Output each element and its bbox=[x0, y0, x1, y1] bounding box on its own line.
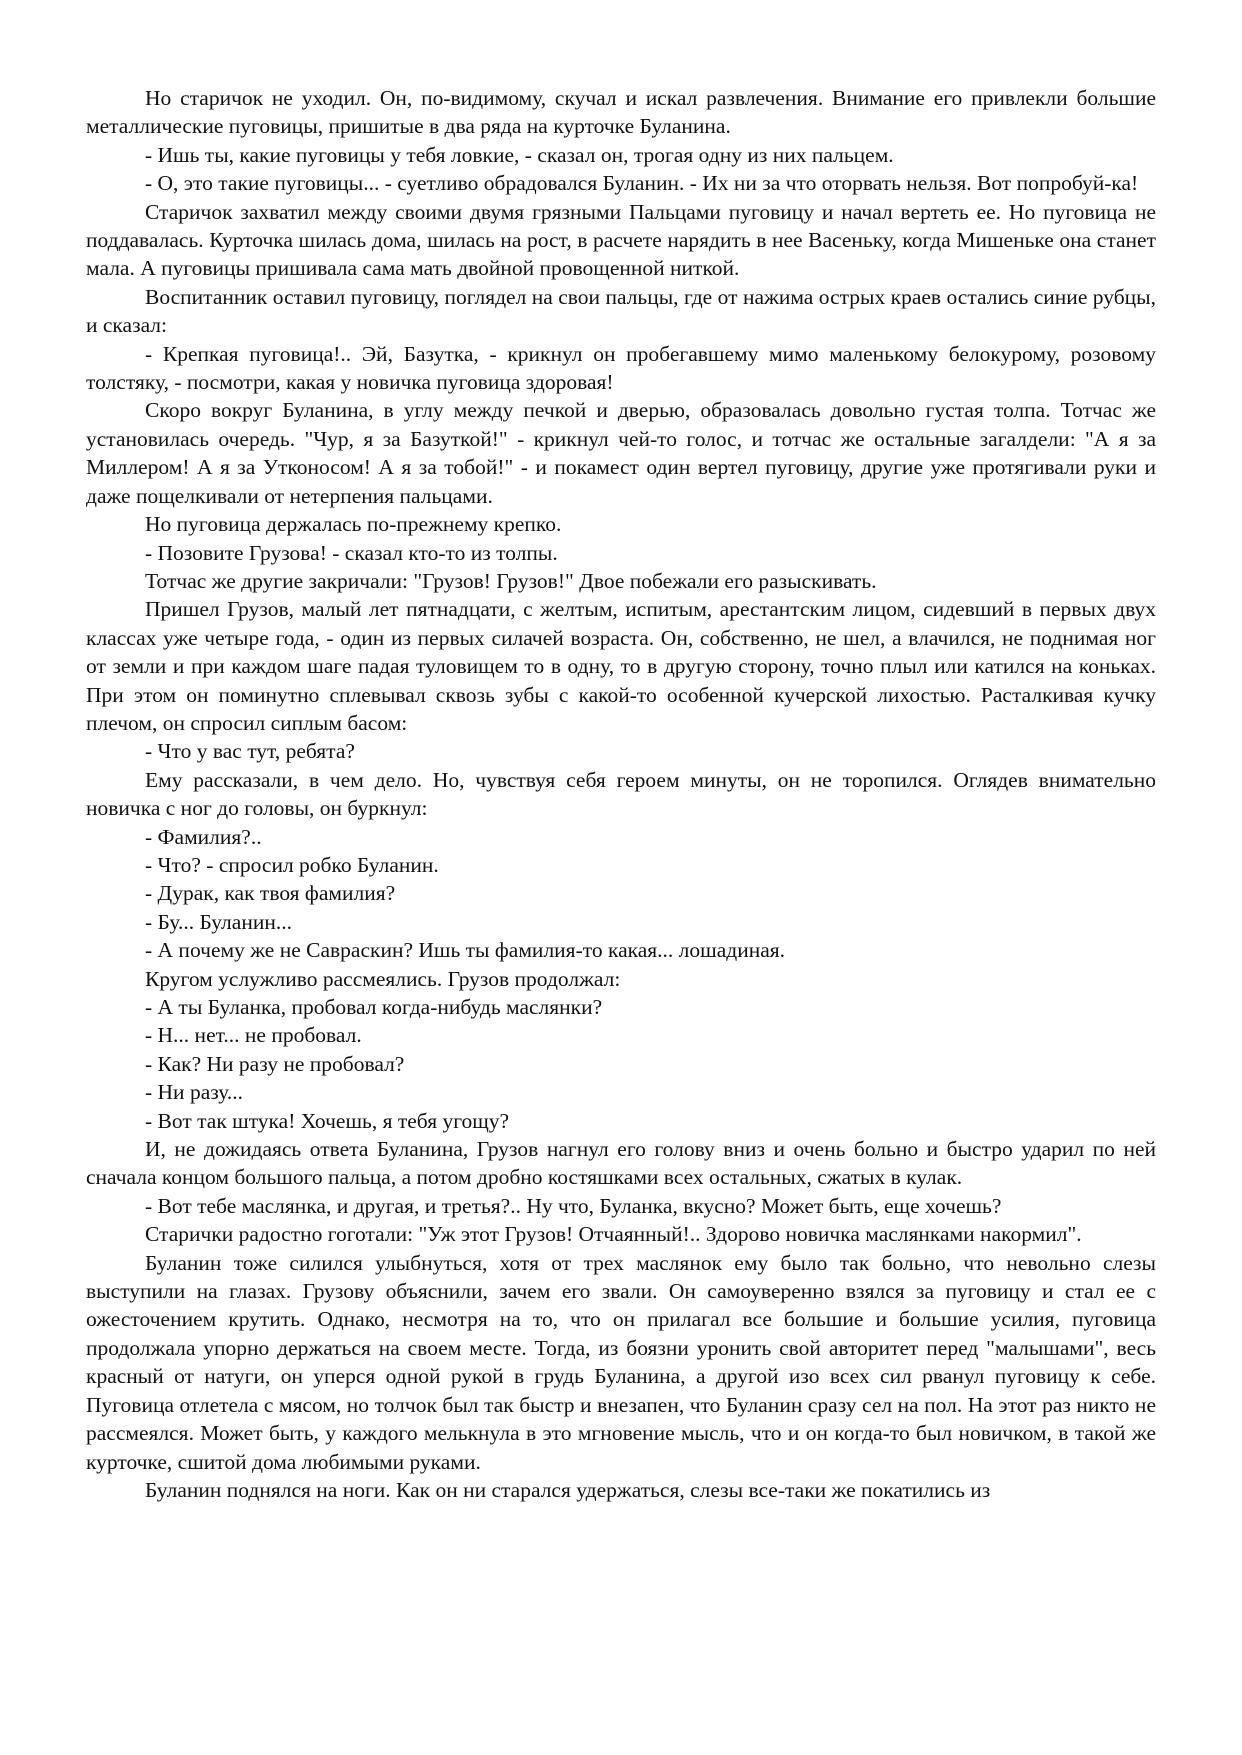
paragraph: - Что? - спросил робко Буланин. bbox=[145, 852, 439, 877]
paragraph: - А почему же не Савраскин? Ишь ты фамилия-то какая... лошадиная. bbox=[145, 938, 786, 963]
paragraph: Скоро вокруг Буланина, в углу между печкой и дверью, образовалась довольно густая толпа. Тотчас же установилась очередь. "Чур, я за Базуткой!" - крикнул чей-то голос, и тотчас же остальные загалдели: "А я за Миллером! А я за Утконосом! А я за тобой!" - и покамест один вертел пуговицу, другие уже протягивали руки и даже пощелкивали от нетерпения пальцами. bbox=[86, 398, 1156, 508]
paragraph: - Как? Ни разу не пробовал? bbox=[145, 1051, 405, 1076]
paragraph: - Вот так штука! Хочешь, я тебя угощу? bbox=[145, 1108, 510, 1133]
paragraph: Но старичок не уходил. Он, по-видимому, скучал и искал развлечения. Внимание его привлекли большие металлические пуговицы, пришитые в два ряда на курточке Буланина. bbox=[86, 86, 1156, 139]
paragraph: - А ты Буланка, пробовал когда-нибудь маслянки? bbox=[145, 995, 603, 1019]
paragraph: - Фамилия?.. bbox=[145, 824, 262, 849]
paragraph: И, не дожидаясь ответа Буланина, Грузов нагнул его голову вниз и очень больно и быстро ударил по ней сначала концом большого пальца, а потом дробно костяшками всех остальных, сжатых в кулак. bbox=[86, 1137, 1156, 1190]
document-page bbox=[86, 84, 1156, 1504]
paragraph: Старички радостно гоготали: "Уж этот Грузов! Отчаянный!.. Здорово новичка маслянками накормил". bbox=[145, 1222, 1082, 1247]
paragraph: - Дурак, как твоя фамилия? bbox=[145, 881, 396, 906]
paragraph: - Позовите Грузова! - сказал кто-то из толпы. bbox=[145, 540, 558, 565]
paragraph: Воспитанник оставил пуговицу, поглядел на свои пальцы, где от нажима острых краев остались синие рубцы, и сказал: bbox=[86, 284, 1156, 338]
paragraph: - Ни разу... bbox=[145, 1080, 243, 1105]
paragraph: Буланин поднялся на ноги. Как он ни старался удержаться, слезы все-таки же покатились из bbox=[145, 1477, 991, 1502]
paragraph: - Вот тебе маслянка, и другая, и третья?.. Ну что, Буланка, вкусно? Может быть, еще хочешь? bbox=[145, 1193, 1002, 1218]
paragraph: - Ишь ты, какие пуговицы у тебя ловкие, - сказал он, трогая одну из них пальцем. bbox=[145, 142, 894, 167]
paragraph: - Н... нет... не пробовал. bbox=[145, 1023, 362, 1048]
paragraph: Пришел Грузов, малый лет пятнадцати, с желтым, испитым, арестантским лицом, сидевший в первых двух классах уже четыре года, - один из первых силачей возраста. Он, собственно, не шел, а влачился, не поднимая ног от земли и при каждом шаге падая туловищем то в одну, то в другую сторону, точно плыл или катился на коньках. При этом он поминутно сплевывал сквозь зубы с какой-то особенной кучерской лихостью. Расталкивая кучку плечом, он спросил сиплым басом: bbox=[86, 597, 1156, 735]
paragraph: Кругом услужливо рассмеялись. Грузов продолжал: bbox=[145, 966, 621, 991]
paragraph: Тотчас же другие закричали: "Грузов! Грузов!" Двое побежали его разыскивать. bbox=[145, 568, 877, 593]
paragraph: - Что у вас тут, ребята? bbox=[145, 739, 355, 764]
paragraph: Буланин тоже силился улыбнуться, хотя от трех маслянок ему было так больно, что невольно слезы выступили на глазах. Грузову объяснили, зачем его звали. Он самоуверенно взялся за пуговицу и стал ее с ожесточением крутить. Однако, несмотря на то, что он прилагал все большие и большие усилия, пуговица продолжала упорно держаться на своем месте. Тогда, из боязни уронить свой авторитет перед "малышами", весь красный от натуги, он уперся одной рукой в грудь Буланина, а другой изо всех сил рванул пуговицу к себе. Пуговица отлетела с мясом, но толчок был так быстр и внезапен, что Буланин сразу сел на пол. На этот раз никто не рассмеялся. Может быть, у каждого мелькнула в это мгновение мысль, что и он когда-то был новичком, в такой же курточке, сшитой дома любимыми руками. bbox=[86, 1250, 1156, 1474]
paragraph: Ему рассказали, в чем дело. Но, чувствуя себя героем минуты, он не торопился. Оглядев внимательно новичка с ног до головы, он буркнул: bbox=[86, 767, 1156, 821]
paragraph: - О, это такие пуговицы... - суетливо обрадовался Буланин. - Их ни за что оторвать нельзя. Вот попробуй-ка! bbox=[145, 171, 1139, 196]
paragraph: Но пуговица держалась по-прежнему крепко. bbox=[145, 512, 562, 537]
paragraph: - Крепкая пуговица!.. Эй, Базутка, - крикнул он пробегавшему мимо маленькому белокурому, розовому толстяку, - посмотри, какая у новичка пуговица здоровая! bbox=[86, 341, 1156, 395]
paragraph: Старичок захватил между своими двумя грязными Пальцами пуговицу и начал вертеть ее. Но пуговица не поддавалась. Курточка шилась дома, шилась на рост, в расчете нарядить в нее Васеньку, когда Мишеньке она станет мала. А пуговицы пришивала сама мать двойной провощенной ниткой. bbox=[86, 199, 1156, 281]
paragraph: - Бу... Буланин... bbox=[145, 909, 292, 934]
